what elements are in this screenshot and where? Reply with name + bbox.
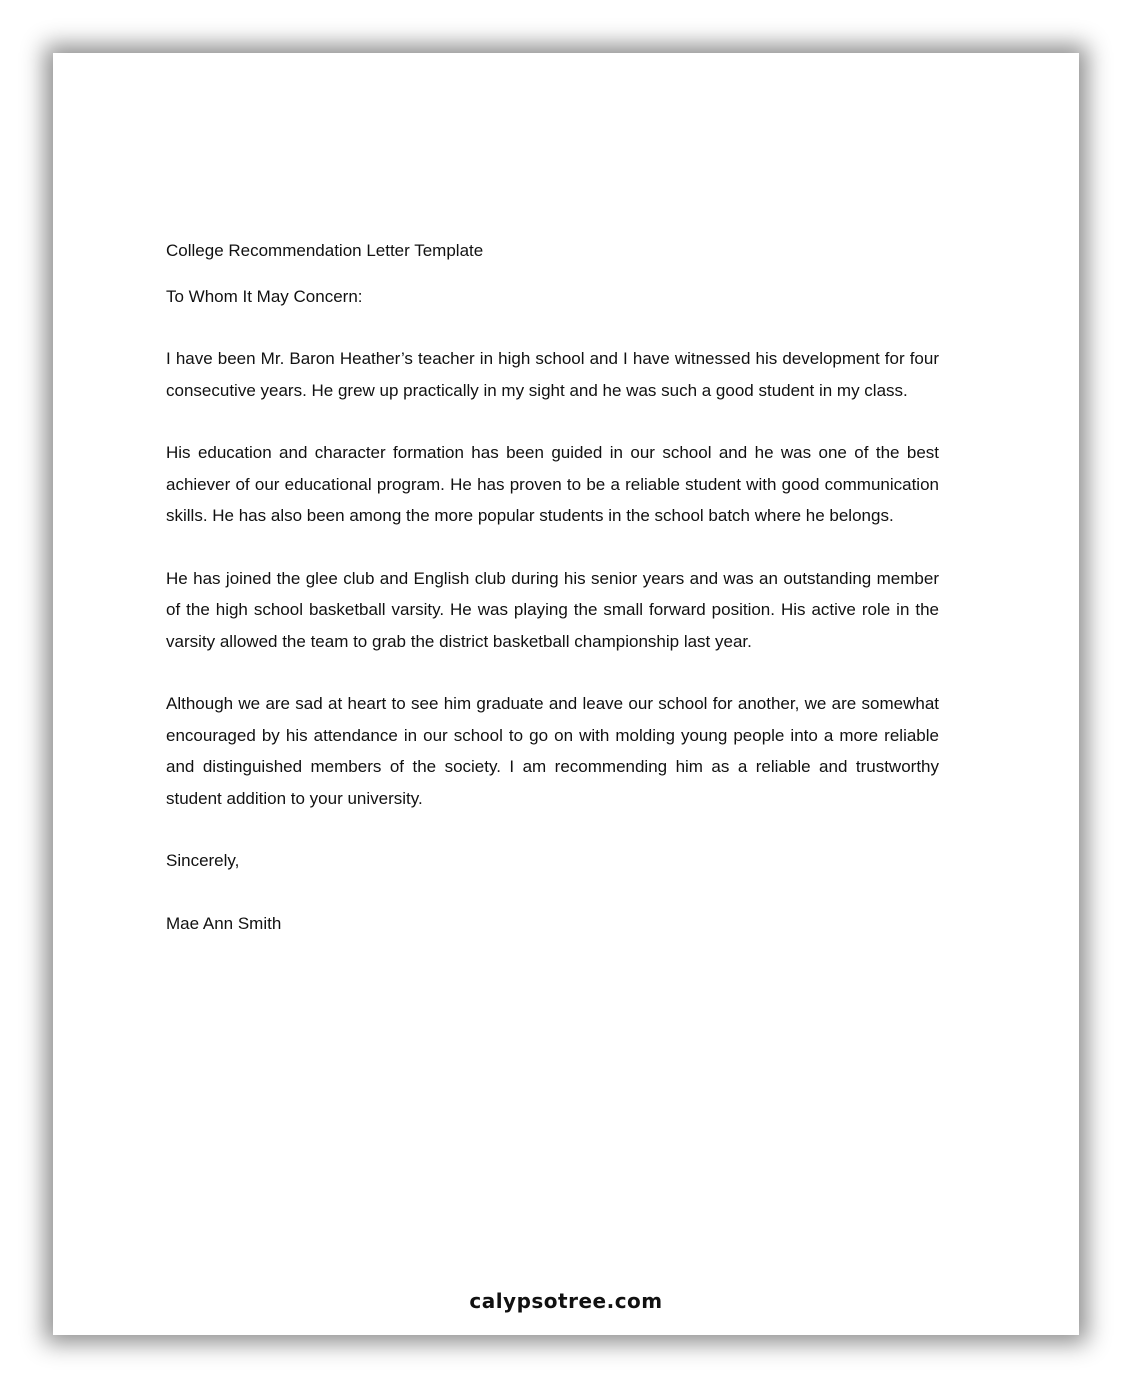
closing: Sincerely, (166, 851, 240, 870)
letter-title: College Recommendation Letter Template (166, 241, 484, 260)
paragraph-3: He has joined the glee club and English club during his senior years and was an outstanding member of the high school basketball varsity. He was playing the small forward position. His active role in the varsity allowed the team to grab the district basketball championship last year. (166, 568, 939, 651)
letter-body (166, 235, 939, 939)
watermark: calypsotree.com (469, 1289, 663, 1313)
document-page (53, 53, 1079, 1335)
paragraph-2: His education and character formation has been guided in our school and he was one of the best achiever of our educational program. He has proven to be a reliable student with good communication skills. He has also been among the more popular students in the school batch where he belongs. (166, 443, 939, 525)
paragraph-4: Although we are sad at heart to see him graduate and leave our school for another, we are somewhat encouraged by his attendance in our school to go on with molding young people into a more reliable and distinguished members of the society. I am recommending him as a reliable and trustworthy student addition to your university. (166, 694, 939, 808)
signature-name: Mae Ann Smith (166, 913, 282, 933)
paragraph-1: I have been Mr. Baron Heather’s teacher in high school and I have witnessed his development for four consecutive years. He grew up practically in my sight and he was such a good student in my class. (166, 349, 939, 400)
salutation: To Whom It May Concern: (166, 287, 363, 306)
